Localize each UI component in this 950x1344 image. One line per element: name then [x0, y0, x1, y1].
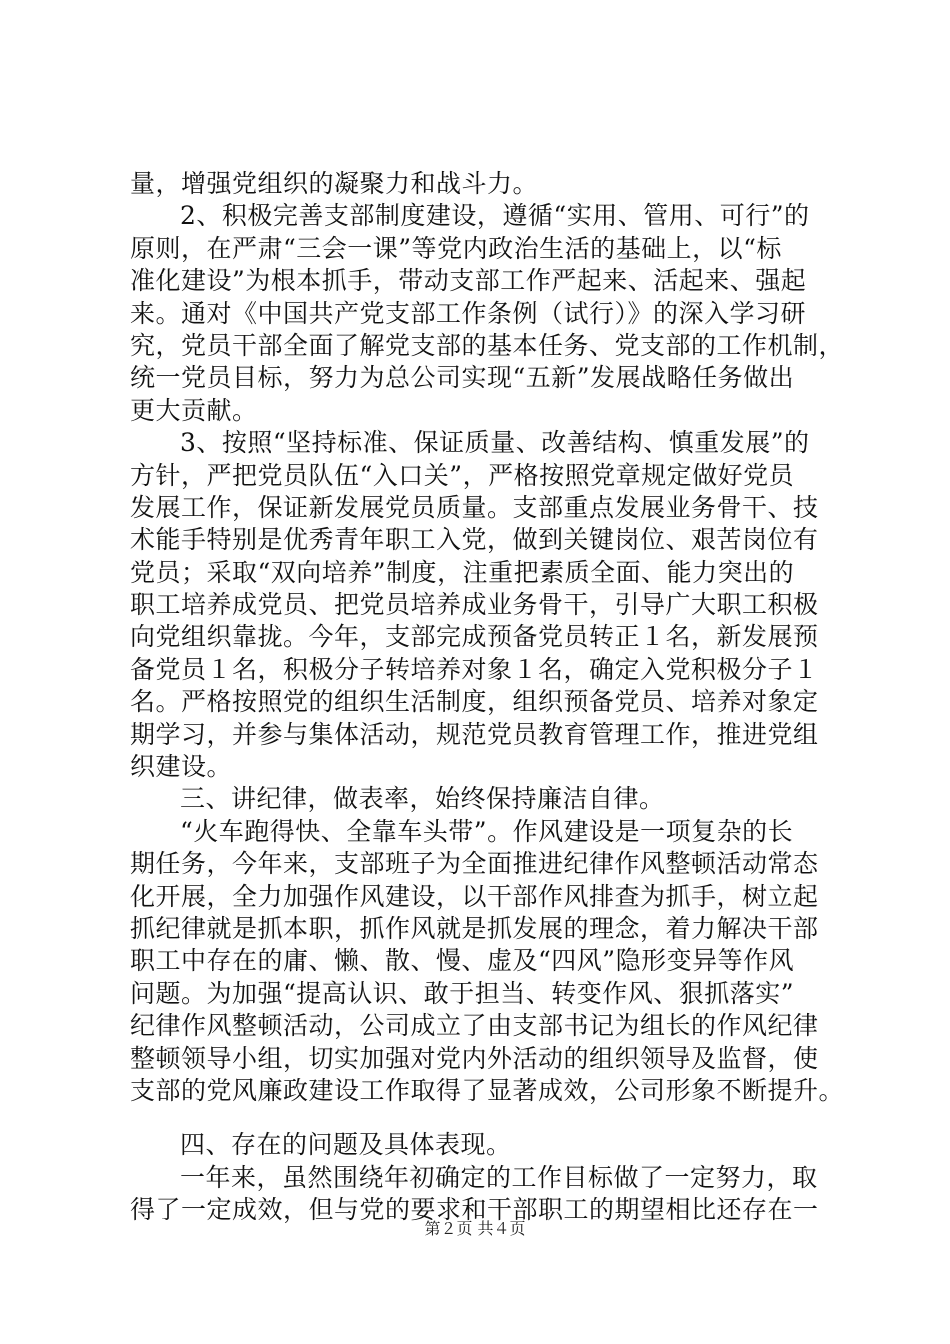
- text-line: “火车跑得快、全靠车头带”。作风建设是一项复杂的长: [180, 816, 794, 846]
- text-line: 期学习，并参与集体活动，规范党员教育管理工作，推进党组: [130, 719, 819, 749]
- text-line: 得了一定成效，但与党的要求和干部职工的期望相比还存在一: [130, 1195, 819, 1225]
- text-line: 职工培养成党员、把党员培养成业务骨干，引导广大职工积极: [130, 590, 819, 620]
- text-line: 支部的党风廉政建设工作取得了显著成效，公司形象不断提升。: [130, 1075, 845, 1105]
- text-line: 究，党员干部全面了解党支部的基本任务、党支部的工作机制，: [130, 330, 845, 360]
- text-line: 向党组织靠拢。今年，支部完成预备党员转正１名，新发展预: [130, 622, 819, 652]
- text-line: 3、按照“坚持标准、保证质量、改善结构、慎重发展”的: [180, 428, 810, 458]
- text-line: 织建设。: [130, 752, 233, 782]
- section-heading: 四、存在的问题及具体表现。: [180, 1130, 512, 1160]
- text-line: 发展工作，保证新发展党员质量。支部重点发展业务骨干、技: [130, 492, 819, 522]
- text-line: 备党员１名，积极分子转培养对象１名，确定入党积极分子１: [130, 654, 819, 684]
- text-line: 原则，在严肃“三会一课”等党内政治生活的基础上，以“标: [130, 233, 782, 263]
- text-line: 一年来，虽然围绕年初确定的工作目标做了一定努力，取: [180, 1162, 818, 1192]
- text-line: 准化建设”为根本抓手，带动支部工作严起来、活起来、强起: [130, 266, 807, 296]
- text-line: 党员；采取“双向培养”制度，注重把素质全面、能力突出的: [130, 557, 795, 587]
- paragraph-gap: [130, 1107, 850, 1129]
- document-body: [130, 168, 850, 1227]
- text-line: 问题。为加强“提高认识、敢于担当、转变作风、狠抓落实”: [130, 978, 795, 1008]
- section-heading: 三、讲纪律，做表率，始终保持廉洁自律。: [180, 784, 665, 814]
- text-line: 期任务，今年来，支部班子为全面推进纪律作风整顿活动常态: [130, 849, 819, 879]
- text-line: 整顿领导小组，切实加强对党内外活动的组织领导及监督，使: [130, 1043, 819, 1073]
- text-line: 2、积极完善支部制度建设，遵循“实用、管用、可行”的: [180, 201, 810, 231]
- page-number-footer: 第２页 共４页: [424, 1219, 526, 1238]
- text-line: 术能手特别是优秀青年职工入党，做到关键岗位、艰苦岗位有: [130, 525, 819, 555]
- text-line: 化开展，全力加强作风建设，以干部作风排查为抓手，树立起: [130, 881, 819, 911]
- text-line: 量，增强党组织的凝聚力和战斗力。: [130, 169, 539, 198]
- text-line: 名。严格按照党的组织生活制度，组织预备党员、培养对象定: [130, 687, 819, 717]
- text-line: 职工中存在的庸、懒、散、慢、虚及“四风”隐形变异等作风: [130, 946, 795, 976]
- text-line: 方针，严把党员队伍“入口关”，严格按照党章规定做好党员: [130, 460, 795, 490]
- text-line: 更大贡献。: [130, 395, 258, 425]
- text-line: 来。通对《中国共产党支部工作条例（试行）》的深入学习研: [130, 298, 807, 328]
- text-line: 统一党员目标，努力为总公司实现“五新”发展战略任务做出: [130, 363, 795, 393]
- text-line: 纪律作风整顿活动，公司成立了由支部书记为组长的作风纪律: [130, 1011, 819, 1041]
- text-line: 抓纪律就是抓本职，抓作风就是抓发展的理念，着力解决干部: [130, 913, 819, 943]
